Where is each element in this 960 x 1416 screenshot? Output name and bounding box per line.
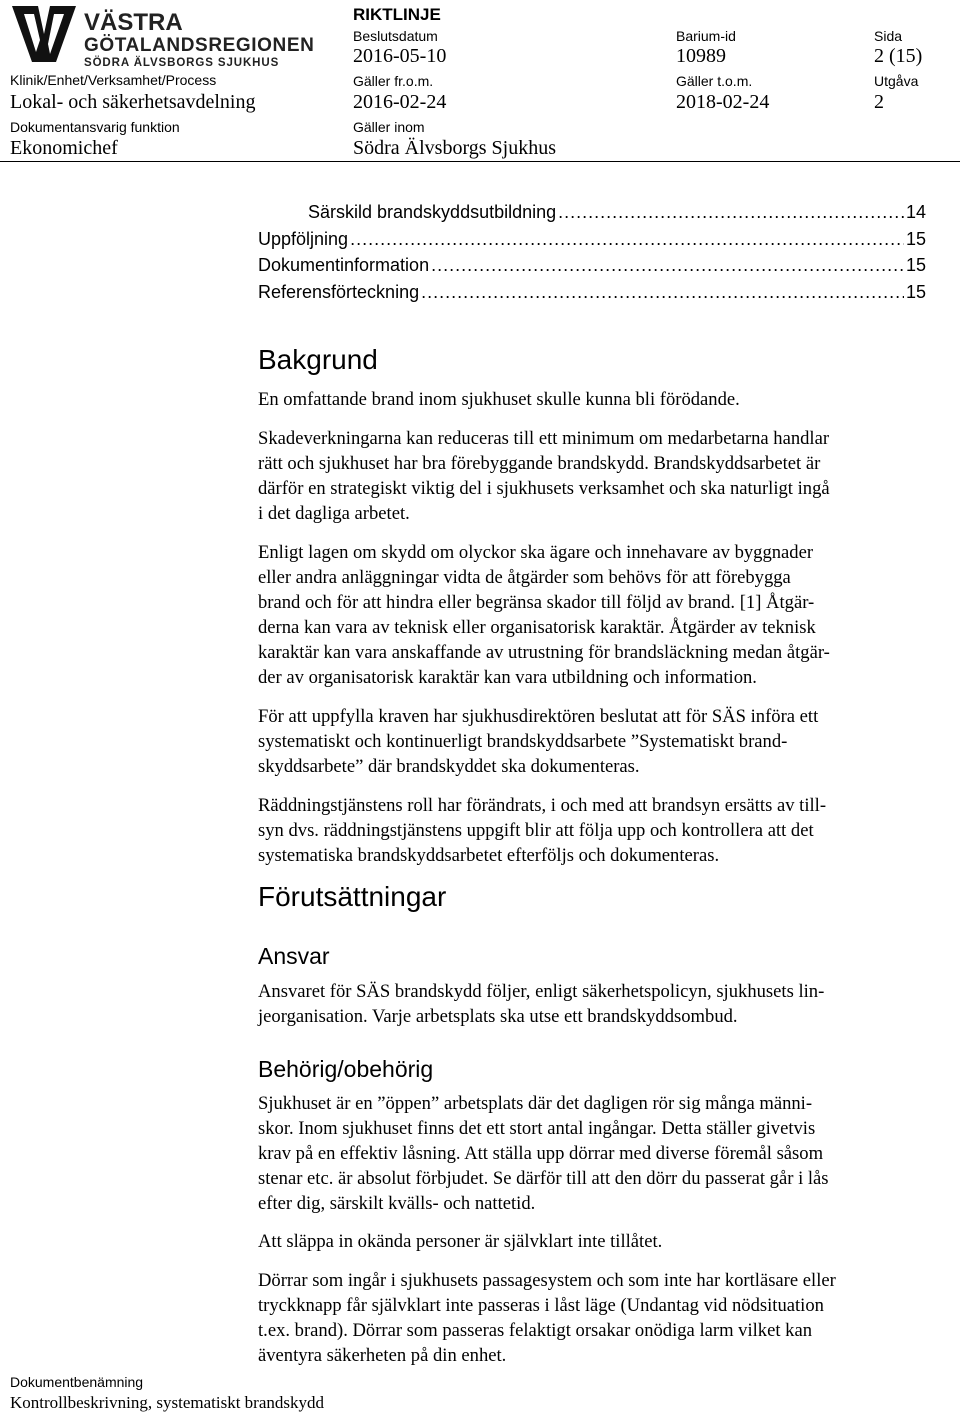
toc-entry-page: 15 bbox=[905, 282, 926, 302]
klinik-value: Lokal- och säkerhetsavdelning bbox=[10, 91, 256, 113]
text-line: krav på en effektiv låsning. Att ställa upp dörrar med diverse föremål såsom bbox=[258, 1143, 824, 1164]
text-line: brand och för att hindra eller begränsa skador till följd av brand. [1] Åtgär- bbox=[258, 592, 815, 613]
text-line: Räddningstjänstens roll har förändrats, i och med att brandsyn ersätts av till- bbox=[258, 795, 827, 816]
paragraph bbox=[258, 1091, 930, 1216]
paragraph bbox=[258, 426, 930, 526]
barium-value: 10989 bbox=[676, 45, 726, 67]
ansvarig-label: Dokumentansvarig funktion bbox=[10, 119, 180, 135]
sida-value: 2 (15) bbox=[874, 45, 923, 67]
text-line: För att uppfylla kraven har sjukhusdirektören beslutat att för SÄS införa ett bbox=[258, 706, 819, 727]
text-line: äventyra säkerheten på din enhet. bbox=[258, 1345, 507, 1366]
galler-inom-label: Gäller inom bbox=[353, 119, 425, 135]
text-line: därför en strategiskt viktig del i sjukhusets verksamhet och ska naturligt ingå bbox=[258, 478, 830, 499]
text-line: efter dig, särskilt kvälls- och nattetid. bbox=[258, 1193, 536, 1214]
paragraph bbox=[258, 1229, 930, 1254]
text-line: der av organisatorisk karaktär kan vara utbildning och information. bbox=[258, 667, 757, 688]
barium-label: Barium-id bbox=[676, 28, 736, 44]
text-line: karaktär kan vara anskaffande av utrustning för brandsläckning medan åtgär- bbox=[258, 642, 830, 663]
galler-inom-value: Södra Älvsborgs Sjukhus bbox=[353, 137, 556, 159]
galler-to-value: 2018-02-24 bbox=[676, 91, 770, 113]
doc-type: RIKTLINJE bbox=[353, 5, 441, 24]
vgr-logo-icon bbox=[10, 4, 325, 70]
footer-label: Dokumentbenämning bbox=[10, 1374, 144, 1390]
text-line: derna kan vara av teknisk eller organisatorisk karaktär. Åtgärder av teknisk bbox=[258, 617, 816, 638]
text-line: systematiska brandskyddsarbetet efterföljs och dokumenteras. bbox=[258, 845, 720, 866]
utgava-label: Utgåva bbox=[874, 73, 919, 89]
paragraph bbox=[258, 1268, 930, 1368]
toc-entry-page: 14 bbox=[905, 202, 926, 222]
toc-leader bbox=[431, 254, 904, 276]
toc-entry[interactable] bbox=[258, 254, 926, 276]
footer-document-name: Kontrollbeskrivning, systematiskt brandskydd bbox=[10, 1393, 325, 1412]
toc-entry-title: Särskild brandskyddsutbildning bbox=[308, 202, 557, 222]
utgava-value: 2 bbox=[874, 91, 884, 113]
text-line: i det dagliga arbetet. bbox=[258, 503, 410, 524]
vgr-logo bbox=[10, 4, 325, 70]
text-line: Skadeverkningarna kan reduceras till ett minimum om medarbetarna handlar bbox=[258, 428, 830, 449]
toc-entry[interactable] bbox=[258, 281, 926, 303]
logo-line1: VÄSTRA bbox=[84, 9, 183, 36]
text-line: t.ex. brand). Dörrar som passeras felaktigt orsakar onödiga larm vilket kan bbox=[258, 1320, 813, 1341]
galler-fr-value: 2016-02-24 bbox=[353, 91, 447, 113]
text-line: syn dvs. räddningstjänstens uppgift blir att följa upp och kontrollera att det bbox=[258, 820, 814, 841]
text-line: stenar etc. är absolut förbjudet. Se därför till att den dörr du passerat går i lås bbox=[258, 1168, 829, 1189]
klinik-label: Klinik/Enhet/Verksamhet/Process bbox=[10, 72, 217, 88]
text-line: Enligt lagen om skydd om olyckor ska ägare och innehavare av byggnader bbox=[258, 542, 814, 563]
toc-entry-page: 15 bbox=[905, 255, 926, 275]
toc-entry-page: 15 bbox=[905, 229, 926, 249]
toc-entry-title: Uppföljning bbox=[258, 229, 349, 249]
text-line: skyddsarbete” där brandskyddet ska dokumenteras. bbox=[258, 756, 640, 777]
logo-line3: SÖDRA ÄLVSBORGS SJUKHUS bbox=[84, 57, 280, 69]
toc-leader bbox=[558, 201, 904, 223]
text-line: jeorganisation. Varje arbetsplats ska utse ett brandskyddsombud. bbox=[258, 1006, 738, 1027]
text-line: systematiskt och kontinuerligt brandskyddsarbete ”Systematiskt brand- bbox=[258, 731, 788, 752]
beslutsdatum-label: Beslutsdatum bbox=[353, 28, 438, 44]
paragraph bbox=[258, 540, 930, 690]
toc-entry-title: Referensförteckning bbox=[258, 282, 420, 302]
header-divider bbox=[0, 161, 960, 162]
heading-behorig: Behörig/obehörig bbox=[258, 1056, 434, 1082]
heading-bakgrund: Bakgrund bbox=[258, 344, 378, 375]
logo-line2: GÖTALANDSREGIONEN bbox=[84, 35, 315, 56]
toc-leader bbox=[350, 228, 904, 250]
beslutsdatum-value: 2016-05-10 bbox=[353, 45, 447, 67]
text-line: En omfattande brand inom sjukhuset skulle kunna bli förödande. bbox=[258, 389, 740, 410]
toc-entry[interactable] bbox=[308, 201, 926, 223]
toc-leader bbox=[421, 281, 904, 303]
toc-entry[interactable] bbox=[258, 228, 926, 250]
text-line: Ansvaret för SÄS brandskydd följer, enligt säkerhetspolicyn, sjukhusets lin- bbox=[258, 981, 825, 1002]
text-line: rätt och sjukhuset har bra förebyggande brandskydd. Brandskyddsarbetet är bbox=[258, 453, 821, 474]
paragraph bbox=[258, 979, 930, 1029]
text-line: Att släppa in okända personer är självklart inte tillåtet. bbox=[258, 1231, 663, 1252]
toc-entry-title: Dokumentinformation bbox=[258, 255, 430, 275]
text-line: Dörrar som ingår i sjukhusets passagesystem och som inte har kortläsare eller bbox=[258, 1270, 836, 1291]
ansvarig-value: Ekonomichef bbox=[10, 137, 118, 159]
heading-ansvar: Ansvar bbox=[258, 943, 330, 969]
text-line: Sjukhuset är en ”öppen” arbetsplats där det dagligen rör sig många männi- bbox=[258, 1093, 813, 1114]
paragraph bbox=[258, 387, 930, 412]
heading-forutsattningar: Förutsättningar bbox=[258, 881, 447, 912]
galler-fr-label: Gäller fr.o.m. bbox=[353, 73, 434, 89]
text-line: tryckknapp får självklart inte passeras i låst läge (Undantag vid nödsituation bbox=[258, 1295, 824, 1316]
paragraph bbox=[258, 704, 930, 779]
text-line: skor. Inom sjukhuset finns det ett stort antal ingångar. Detta ställer givetvis bbox=[258, 1118, 816, 1139]
galler-to-label: Gäller t.o.m. bbox=[676, 73, 753, 89]
text-line: eller andra anläggningar vidta de åtgärder som behövs för att förebygga bbox=[258, 567, 791, 588]
paragraph bbox=[258, 793, 930, 868]
sida-label: Sida bbox=[874, 28, 903, 44]
